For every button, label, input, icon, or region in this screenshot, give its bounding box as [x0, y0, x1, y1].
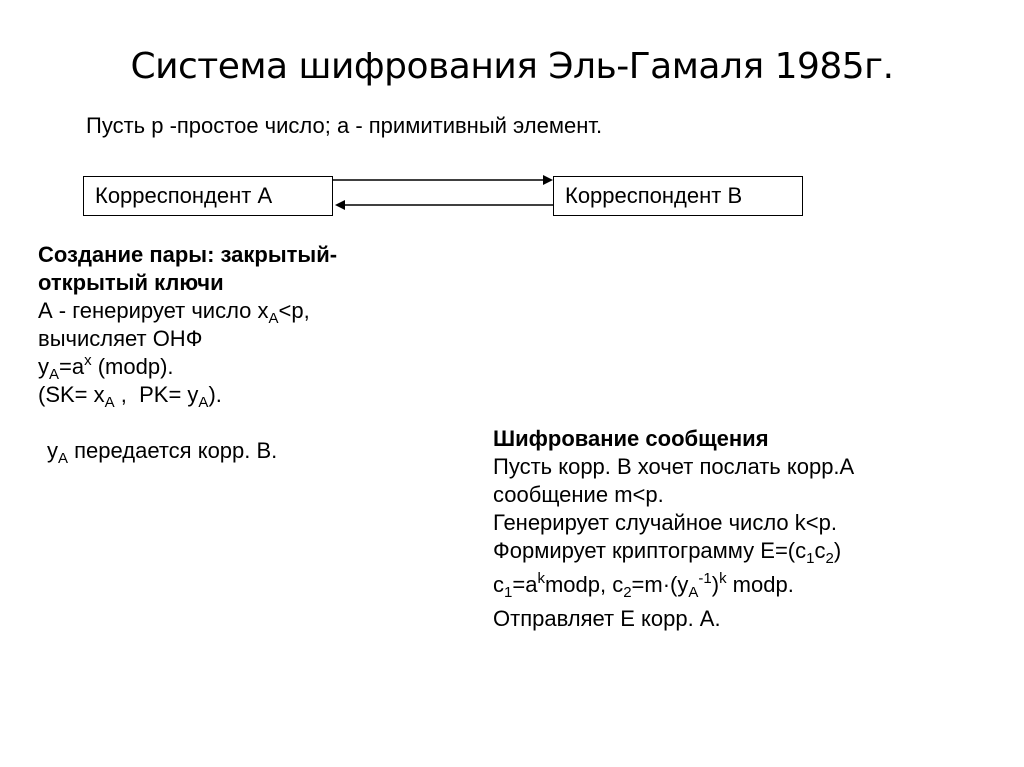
key-gen-line-2: вычисляет ОНФ	[38, 326, 203, 351]
intro-text: Пусть p -простое число; a - примитивный элемент.	[86, 113, 603, 138]
encryption-line-5: $c_1=a^kmodp$, $c_2=m\cdot(y_A^{-1})^k$ modp.	[493, 570, 794, 601]
key-gen-heading-line-1: Создание пары: закрытый-	[38, 242, 338, 267]
key-gen-heading-line-2: открытый ключи	[38, 270, 224, 295]
slide-title: Система шифрования Эль-Гамаля 1985г.	[130, 46, 894, 87]
key-gen-line-5: $y_A$ передается корр. В.	[47, 438, 278, 467]
encryption-line-2: сообщение m<p.	[493, 482, 664, 507]
correspondent-a-box: Корреспондент А	[83, 176, 333, 216]
key-generation-block	[38, 241, 337, 465]
encryption-line-4: Формирует криптограмму $E=(c_1c_2)$	[493, 538, 842, 567]
exchange-arrows	[333, 170, 555, 214]
correspondent-b-box: Корреспондент В	[553, 176, 803, 216]
encryption-line-3: Генерирует случайное число k<p.	[493, 510, 837, 535]
arrow-b-to-a-head	[335, 200, 345, 210]
encryption-line-6: Отправляет E корр. А.	[493, 606, 721, 631]
encryption-heading: Шифрование сообщения	[493, 426, 769, 451]
key-gen-line-1: А - генерирует число $x_A<p$,	[38, 298, 310, 327]
key-gen-line-4: ($SK= x_A$ , $PK= y_A$).	[38, 382, 222, 411]
encryption-block	[493, 425, 854, 633]
encryption-line-1: Пусть корр. В хочет послать корр.А	[493, 454, 855, 479]
key-gen-line-3: $y_A=a^x$ (modp).	[38, 352, 174, 383]
arrow-a-to-b-head	[543, 175, 553, 185]
